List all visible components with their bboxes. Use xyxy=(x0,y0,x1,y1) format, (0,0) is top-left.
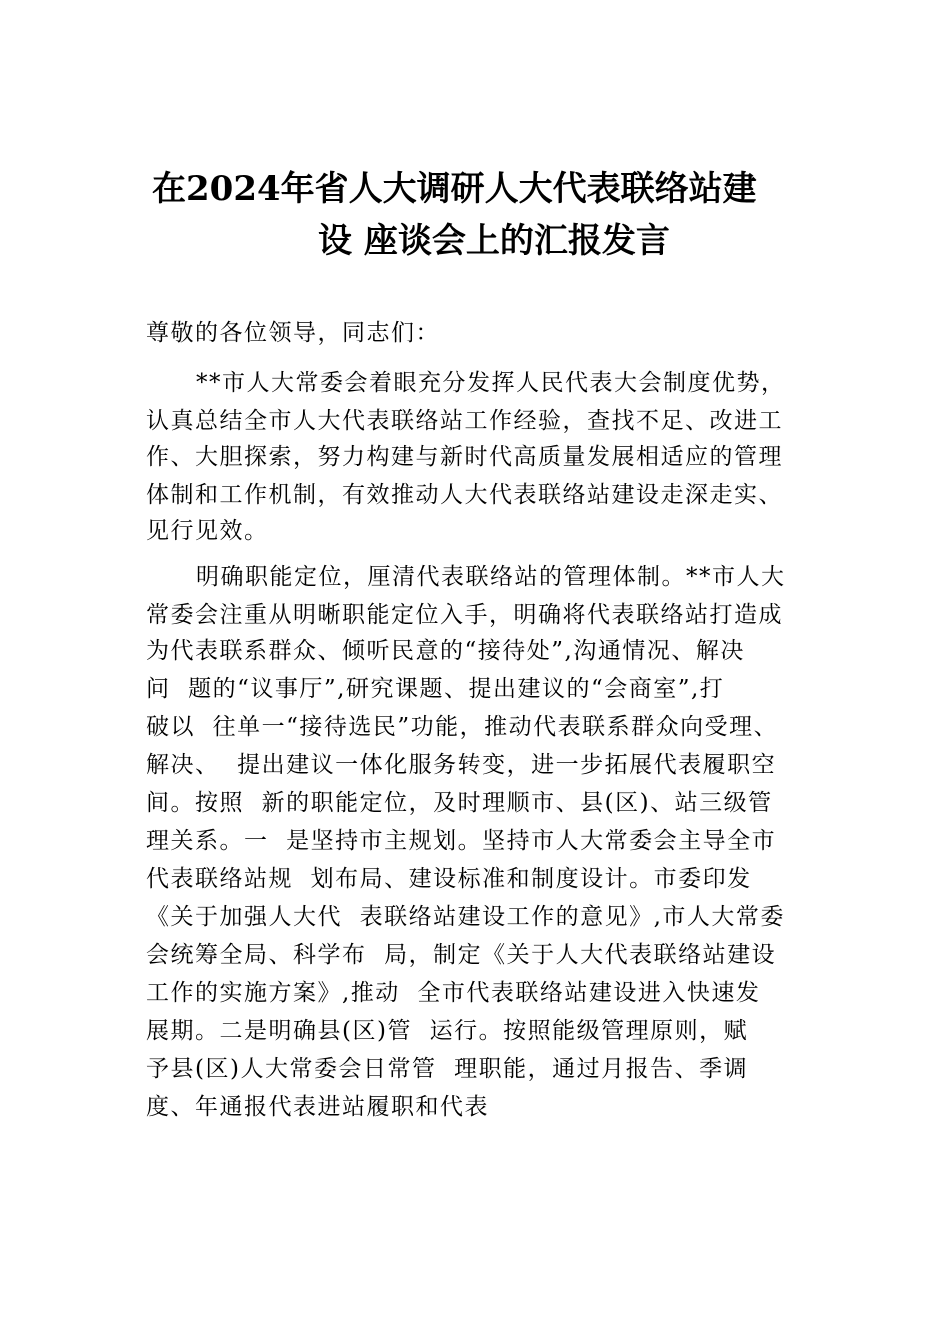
paragraph-2-line: 《关于加强人大代 表联络站建设工作的意见》,市人大常委 xyxy=(146,904,785,930)
salutation: 尊敬的各位领导，同志们： xyxy=(146,320,440,346)
document-title-line-1: 在2024年省人大调研人大代表联络站建 xyxy=(152,169,757,209)
paragraph-2-line: 理关系。一 是坚持市主规划。坚持市人大常委会主导全市 xyxy=(146,828,777,854)
paragraph-2-line: 展期。二是明确县(区)管 运行。按照能级管理原则，赋 xyxy=(146,1018,749,1044)
paragraph-2-line: 予县(区)人大常委会日常管 理职能，通过月报告、季调 xyxy=(146,1056,749,1082)
document-title-line-2: 设 座谈会上的汇报发言 xyxy=(318,221,670,261)
paragraph-2-line: 会统筹全局、科学布 局，制定《关于人大代表联络站建设 xyxy=(146,942,777,968)
paragraph-1-line: 体制和工作机制，有效推动人大代表联络站建设走深走实、 xyxy=(146,482,783,508)
paragraph-2-line: 度、年通报代表进站履职和代表 xyxy=(146,1094,489,1120)
paragraph-1-line: 作、大胆探索，努力构建与新时代高质量发展相适应的管理 xyxy=(146,444,783,470)
paragraph-2-line: 间。按照 新的职能定位，及时理顺市、县(区)、站三级管 xyxy=(146,790,773,816)
paragraph-1-line: 认真总结全市人大代表联络站工作经验，查找不足、改进工 xyxy=(146,408,783,434)
paragraph-1-line: 见行见效。 xyxy=(146,518,269,544)
paragraph-2-line: 为代表联系群众、倾听民意的“接待处”,沟通情况、解决 xyxy=(146,638,745,664)
paragraph-1-line: **市人大常委会着眼充分发挥人民代表大会制度优势， xyxy=(196,370,786,396)
paragraph-2-line: 明确职能定位，厘清代表联络站的管理体制。**市人大 xyxy=(196,564,786,590)
paragraph-2-line: 工作的实施方案》,推动 全市代表联络站建设进入快速发 xyxy=(146,980,761,1006)
paragraph-2-line: 破以 往单一“接待选民”功能，推动代表联系群众向受理、 xyxy=(146,714,779,740)
paragraph-2-line: 问 题的“议事厅”,研究课题、提出建议的“会商室”,打 xyxy=(146,676,725,702)
paragraph-2-line: 解决、 提出建议一体化服务转变，进一步拓展代表履职空 xyxy=(146,752,777,778)
paragraph-2-line: 常委会注重从明晰职能定位入手，明确将代表联络站打造成 xyxy=(146,602,783,628)
paragraph-2-line: 代表联络站规 划布局、建设标准和制度设计。市委印发 xyxy=(146,866,752,892)
